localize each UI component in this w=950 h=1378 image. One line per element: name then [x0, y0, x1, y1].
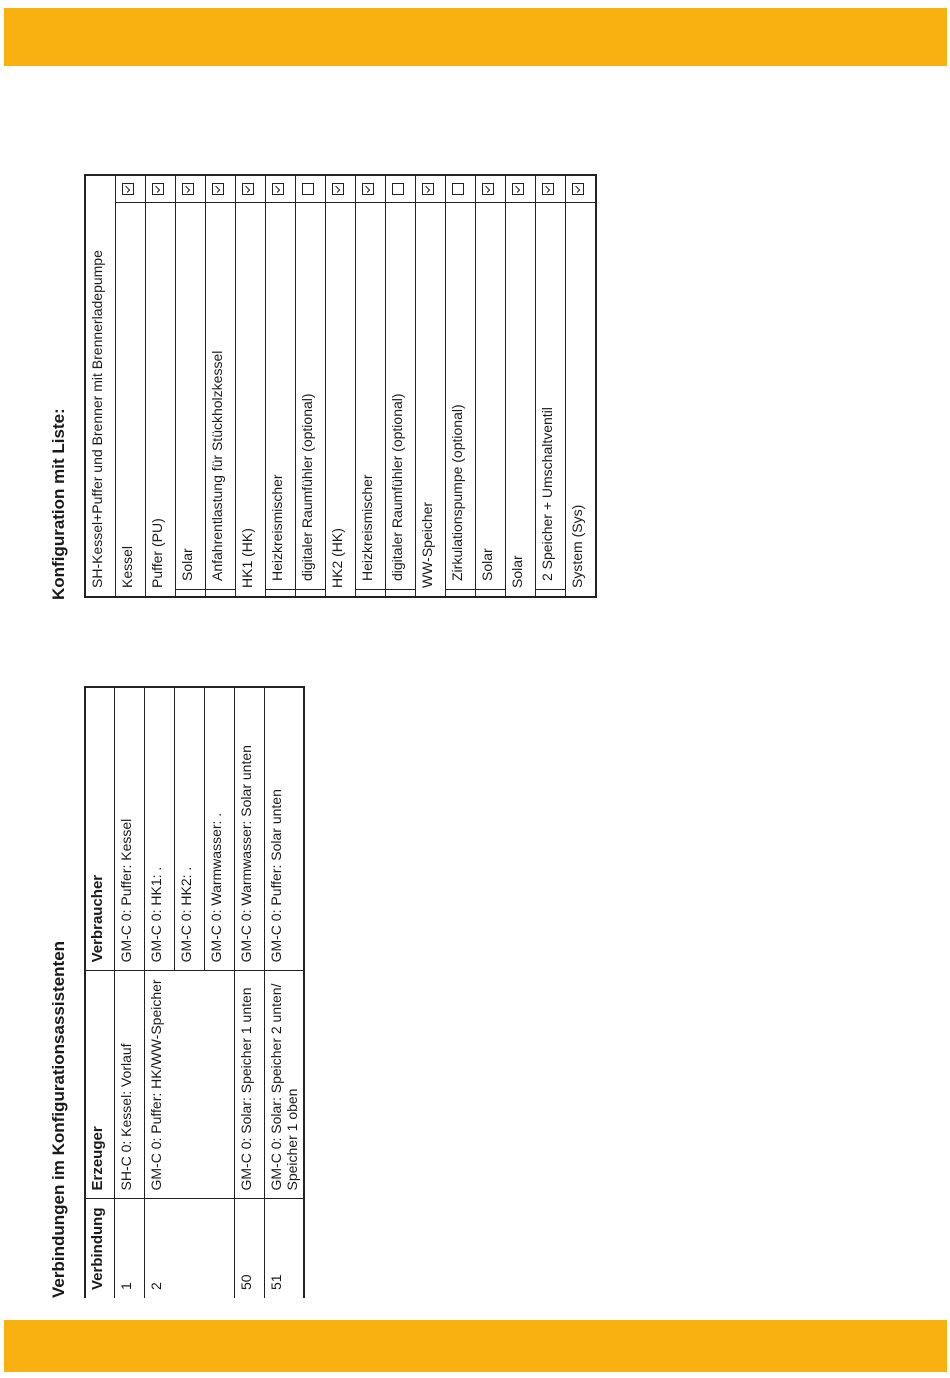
list-item-label: Kessel [116, 203, 146, 598]
list-item-checkbox-cell [506, 175, 536, 203]
unchecked-checkbox-icon[interactable] [452, 183, 464, 195]
checked-checkbox-icon[interactable] [242, 183, 254, 195]
list-item [536, 175, 566, 597]
list-item-checkbox-cell [476, 175, 506, 203]
list-item-checkbox-cell [146, 175, 176, 203]
verbraucher-cell: GM-C 0: Puffer: Kessel [115, 687, 145, 971]
verbindung-cell: 51 [265, 1199, 305, 1298]
list-item-checkbox-cell [326, 175, 356, 203]
list-item [566, 175, 597, 597]
list-item-label: HK2 (HK) [326, 203, 356, 598]
list-item [236, 175, 266, 597]
list-item [206, 175, 236, 597]
list-item-label: 2 Speicher + Umschaltventil [536, 203, 566, 590]
checked-checkbox-icon[interactable] [332, 183, 344, 195]
erzeuger-cell: GM-C 0: Solar: Speicher 2 unten/ Speicher 1 oben [265, 971, 305, 1199]
verbindung-cell: 2 [145, 1199, 175, 1298]
list-item-checkbox-cell [386, 175, 416, 203]
verbraucher-cell: GM-C 0: Warmwasser: . [205, 687, 235, 971]
list-item [506, 175, 536, 597]
indent-spacer [536, 590, 566, 598]
header-erzeuger: Erzeuger [85, 971, 115, 1199]
table-row [175, 687, 205, 1298]
checked-checkbox-icon[interactable] [212, 183, 224, 195]
connections-table [84, 686, 305, 1298]
list-item [146, 175, 176, 597]
unchecked-checkbox-icon[interactable] [302, 183, 314, 195]
checked-checkbox-icon[interactable] [152, 183, 164, 195]
table-row [235, 687, 265, 1298]
list-item-label: Zirkulationspumpe (optional) [446, 203, 476, 590]
erzeuger-cell [175, 971, 205, 1199]
list-item-checkbox-cell [206, 175, 236, 203]
list-item-checkbox-cell [176, 175, 206, 203]
list-item [296, 175, 326, 597]
list-item-label: digitaler Raumfühler (optional) [296, 203, 326, 590]
header-verbindung: Verbindung [85, 1199, 115, 1298]
unchecked-checkbox-icon[interactable] [392, 183, 404, 195]
bottom-color-band [4, 1320, 947, 1372]
indent-spacer [296, 590, 326, 598]
list-item [116, 175, 146, 597]
list-item-label: Solar [506, 203, 536, 598]
checked-checkbox-icon[interactable] [482, 183, 494, 195]
table-row [115, 687, 145, 1298]
erzeuger-cell [205, 971, 235, 1199]
list-item-checkbox-cell [356, 175, 386, 203]
list-item-checkbox-cell [236, 175, 266, 203]
verbindung-cell: 50 [235, 1199, 265, 1298]
list-item-label: System (Sys) [566, 203, 597, 598]
list-item-checkbox-cell [446, 175, 476, 203]
checked-checkbox-icon[interactable] [572, 183, 584, 195]
erzeuger-cell: GM-C 0: Puffer: HK/WW-Speicher [145, 971, 175, 1199]
list-item-label: Solar [176, 203, 206, 590]
table-row [145, 687, 175, 1298]
indent-spacer [206, 590, 236, 598]
indent-spacer [386, 590, 416, 598]
config-title: Konfiguration mit Liste: [49, 408, 68, 600]
indent-spacer [476, 590, 506, 598]
list-item [266, 175, 296, 597]
verbraucher-cell: GM-C 0: HK2: . [175, 687, 205, 971]
erzeuger-cell: GM-C 0: Solar: Speicher 1 unten [235, 971, 265, 1199]
checked-checkbox-icon[interactable] [272, 183, 284, 195]
list-item-label: Heizkreismischer [356, 203, 386, 590]
checked-checkbox-icon[interactable] [182, 183, 194, 195]
top-color-band [4, 8, 947, 66]
list-item [326, 175, 356, 597]
checked-checkbox-icon[interactable] [542, 183, 554, 195]
checked-checkbox-icon[interactable] [122, 183, 134, 195]
list-item-label: Heizkreismischer [266, 203, 296, 590]
table-row [265, 687, 305, 1298]
list-item-checkbox-cell [116, 175, 146, 203]
list-item [386, 175, 416, 597]
indent-spacer [356, 590, 386, 598]
list-item-checkbox-cell [566, 175, 597, 203]
list-item-label: Solar [476, 203, 506, 590]
list-item-checkbox-cell [296, 175, 326, 203]
config-table [84, 174, 597, 598]
list-item-checkbox-cell [266, 175, 296, 203]
erzeuger-cell: SH-C 0: Kessel: Vorlauf [115, 971, 145, 1199]
connections-header-row [85, 687, 115, 1298]
list-item-label: WW-Speicher [416, 203, 446, 598]
indent-spacer [446, 590, 476, 598]
header-verbraucher: Verbraucher [85, 687, 115, 971]
list-item-label: Anfahrentlastung für Stückholzkessel [206, 203, 236, 590]
config-header: SH-Kessel+Puffer und Brenner mit Brennerladepumpe [89, 250, 105, 588]
connections-title: Verbindungen im Konfigurationsassistenten [49, 940, 68, 1298]
verbraucher-cell: GM-C 0: Warmwasser: Solar unten [235, 687, 265, 971]
table-row [205, 687, 235, 1298]
checked-checkbox-icon[interactable] [422, 183, 434, 195]
list-item-label: Puffer (PU) [146, 203, 176, 598]
checked-checkbox-icon[interactable] [512, 183, 524, 195]
config-header-row [85, 175, 116, 597]
list-item-checkbox-cell [416, 175, 446, 203]
checked-checkbox-icon[interactable] [362, 183, 374, 195]
list-item [416, 175, 446, 597]
list-item [476, 175, 506, 597]
verbindung-cell [175, 1199, 205, 1298]
verbraucher-cell: GM-C 0: Puffer: Solar unten [265, 687, 305, 971]
verbindung-cell: 1 [115, 1199, 145, 1298]
verbraucher-cell: GM-C 0: HK1: . [145, 687, 175, 971]
list-item [446, 175, 476, 597]
list-item-label: HK1 (HK) [236, 203, 266, 598]
verbindung-cell [205, 1199, 235, 1298]
list-item-checkbox-cell [536, 175, 566, 203]
list-item [176, 175, 206, 597]
indent-spacer [266, 590, 296, 598]
list-item [356, 175, 386, 597]
list-item-label: digitaler Raumfühler (optional) [386, 203, 416, 590]
indent-spacer [176, 590, 206, 598]
